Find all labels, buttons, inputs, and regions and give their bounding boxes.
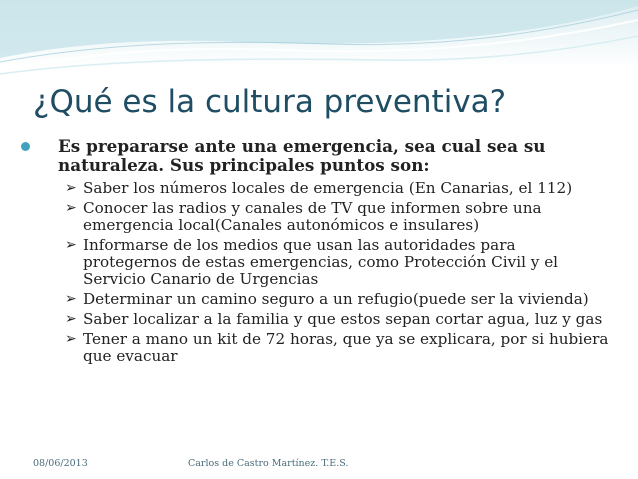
circle-bullet-icon	[21, 142, 30, 151]
decorative-wave-header	[0, 0, 638, 80]
arrow-bullet-icon: ➢	[65, 291, 77, 307]
list-item	[18, 237, 628, 288]
main-bullet-text: Es prepararse ante una emergencia, sea cual sea su naturaleza. Sus principales puntos son:	[58, 136, 546, 175]
list-item	[18, 311, 628, 328]
list-item-text: Informarse de los medios que usan las autoridades para protegernos de estas emergencias, como Protección Civil y el Servicio Canario de Urgencias	[83, 236, 559, 288]
list-item-text: Conocer las radios y canales de TV que informen sobre una emergencia local(Canales autonómicos e insulares)	[83, 199, 542, 234]
footer-date: 08/06/2013	[33, 458, 88, 469]
list-item-text: Tener a mano un kit de 72 horas, que ya se explicara, por si hubiera que evacuar	[83, 330, 609, 365]
list-item-text: Determinar un camino seguro a un refugio(puede ser la vivienda)	[83, 290, 589, 308]
list-item-text: Saber localizar a la familia y que estos sepan cortar agua, luz y gas	[83, 310, 603, 328]
list-item-text: Saber los números locales de emergencia (En Canarias, el 112)	[83, 179, 573, 197]
arrow-bullet-icon: ➢	[65, 237, 77, 253]
arrow-bullet-icon: ➢	[65, 200, 77, 216]
arrow-bullet-icon: ➢	[65, 331, 77, 347]
main-bullet	[18, 137, 628, 175]
list-item	[18, 200, 628, 234]
arrow-bullet-icon: ➢	[65, 311, 77, 327]
slide-content	[18, 137, 628, 368]
list-item	[18, 180, 628, 197]
list-item	[18, 291, 628, 308]
arrow-bullet-icon: ➢	[65, 180, 77, 196]
footer-author: Carlos de Castro Martínez. T.E.S.	[188, 458, 349, 469]
slide-title: ¿Qué es la cultura preventiva?	[33, 84, 507, 120]
list-item	[18, 331, 628, 365]
